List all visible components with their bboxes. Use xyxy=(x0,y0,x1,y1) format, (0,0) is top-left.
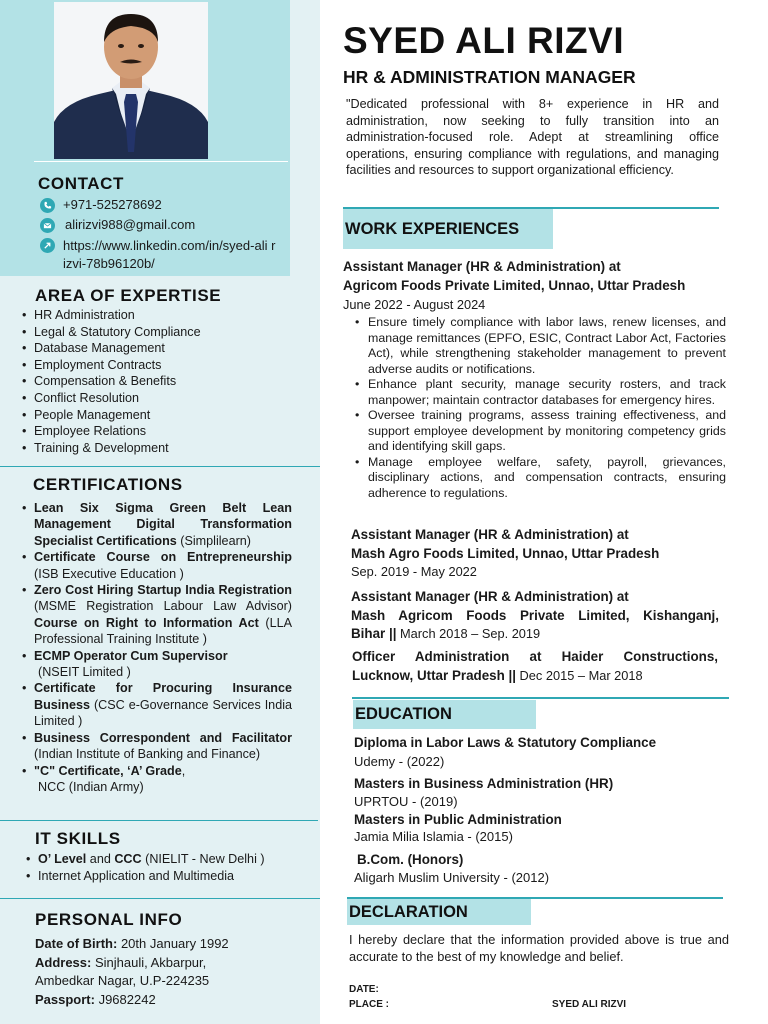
expertise-item: • Compensation & Benefits xyxy=(20,373,201,390)
dob-value: 20th January 1992 xyxy=(117,936,229,951)
photo-panel xyxy=(0,0,290,276)
divider xyxy=(0,898,320,899)
edu-3-degree: Masters in Public Administration xyxy=(354,812,562,827)
certification-issuer: (Simplilearn) xyxy=(176,533,251,548)
job-3-title-line1: Assistant Manager (HR & Administration) at xyxy=(351,589,629,604)
edu-4-school: Aligarh Muslim University - (2012) xyxy=(354,870,550,885)
certification-item xyxy=(20,680,292,729)
certification-issuer: (MSME Registration Labour Law Advisor) xyxy=(34,599,292,614)
expertise-item: • HR Administration xyxy=(20,307,201,324)
link-icon xyxy=(40,238,55,253)
certification-name: Certificate Course on Entrepreneurship xyxy=(34,550,292,565)
job-2-title-line2: Mash Agro Foods Limited, Unnao, Uttar Pradesh xyxy=(351,545,660,561)
edu-1-school: Udemy - (2022) xyxy=(354,754,445,769)
phone-icon xyxy=(40,198,55,213)
profile-photo xyxy=(54,2,208,159)
job-1-title-line2: Agricom Foods Private Limited, Unnao, Uttar Pradesh xyxy=(343,277,686,293)
contact-linkedin xyxy=(40,237,278,273)
place-label: PLACE : xyxy=(349,999,389,1010)
job-1-title xyxy=(343,258,685,295)
profile-summary: "Dedicated professional with 8+ experience in HR and administration, now seeking to fully transition into an administration-focused role. Adept at streamlining office operations, ensuring compliance with regulations, and managing facilities and resources to support organizational efficiency. xyxy=(346,97,719,178)
address-row-2: Ambedkar Nagar, U.P-224235 xyxy=(35,973,210,988)
certification-name: Lean Six Sigma Green Belt Lean Management Digital Transformation Specialist Certifications xyxy=(34,501,292,548)
certifications-title: CERTIFICATIONS xyxy=(33,475,183,494)
dob-label: Date of Birth: xyxy=(35,936,118,951)
expertise-item: • Conflict Resolution xyxy=(20,390,201,407)
expertise-title: AREA OF EXPERTISE xyxy=(35,286,222,305)
job-4-title-line2 xyxy=(352,667,718,686)
address-label: Address: xyxy=(35,954,92,970)
job-3-date: March 2018 – Sep. 2019 xyxy=(396,626,541,641)
candidate-role: HR & ADMINISTRATION MANAGER xyxy=(343,67,636,87)
phone-text[interactable]: +971-525278692 xyxy=(63,197,162,212)
passport-label: Passport: xyxy=(35,991,95,1007)
it-skills-title: IT SKILLS xyxy=(35,829,121,848)
certification-issuer: , xyxy=(181,763,186,778)
it-skill-text: and xyxy=(86,852,115,866)
certification-name: Course on Right to Information Act xyxy=(34,615,259,630)
job-4-title xyxy=(352,648,718,685)
passport-row xyxy=(35,991,229,1010)
certifications-list xyxy=(20,500,292,795)
certification-item xyxy=(20,582,292,648)
it-skill-item xyxy=(24,851,265,868)
expertise-list xyxy=(20,307,201,456)
sidebar xyxy=(0,0,320,1024)
job-1-title-line1: Assistant Manager (HR & Administration) at xyxy=(343,259,621,274)
certification-name: "C" Certificate, ‘A’ Grade xyxy=(34,763,182,778)
certification-issuer: (Indian Institute of Banking and Finance) xyxy=(34,747,261,762)
job-3-location: Bihar || xyxy=(351,626,397,641)
expertise-item: • Database Management xyxy=(20,340,201,357)
edu-2-degree: Masters in Business Administration (HR) xyxy=(354,776,614,791)
certification-issuer: (ISB Executive Education ) xyxy=(34,566,184,581)
personal-title: PERSONAL INFO xyxy=(35,910,183,929)
personal-info xyxy=(35,935,229,1009)
expertise-item: • Legal & Statutory Compliance xyxy=(20,324,201,341)
job-3-title xyxy=(351,588,719,644)
it-skill-name: CCC xyxy=(114,852,142,866)
dob-row xyxy=(35,935,229,954)
contact-title: CONTACT xyxy=(38,174,125,193)
expertise-item: • Employee Relations xyxy=(20,423,201,440)
certification-issuer: (CSC e-Governance Services India Limited ) xyxy=(34,697,292,729)
expertise-item: • Employment Contracts xyxy=(20,357,201,374)
date-label: DATE: xyxy=(349,984,379,995)
signature-name: SYED ALI RIZVI xyxy=(552,999,627,1010)
job-4-location: Lucknow, Uttar Pradesh || xyxy=(352,667,516,683)
declaration-text: I hereby declare that the information provided above is true and accurate to the best of my knowledge and belief. xyxy=(349,932,729,964)
job-1-bullet: • Oversee training programs, assess training effectiveness, and support employee development by monitoring competency grids and identifying skill gaps. xyxy=(352,408,726,455)
certification-name: Business Correspondent and Facilitator xyxy=(34,730,292,745)
passport-value: J9682242 xyxy=(94,991,156,1007)
job-3-title-line3 xyxy=(351,625,719,644)
job-3-title-line2: Mash Agricom Foods Private Limited, Kishanganj, xyxy=(351,607,719,623)
certification-issuer: (LLA Professional Training Institute ) xyxy=(34,615,292,647)
section-rule xyxy=(352,697,729,699)
linkedin-link[interactable]: https://www.linkedin.com/in/syed-ali rizvi-78b96120b/ xyxy=(63,238,276,271)
it-skill-provider: (NIELIT - New Delhi ) xyxy=(141,852,265,866)
candidate-name: SYED ALI RIZVI xyxy=(343,20,625,61)
certification-item xyxy=(20,500,292,549)
job-4-title-line1: Officer Administration at Haider Constructions, xyxy=(352,649,718,664)
job-4-date: Dec 2015 – Mar 2018 xyxy=(516,667,643,683)
job-1-date: June 2022 - August 2024 xyxy=(343,297,486,312)
certification-name: Certificate for Procuring Insurance Business xyxy=(34,681,292,712)
edu-4-degree: B.Com. (Honors) xyxy=(357,852,464,867)
job-1-bullets xyxy=(352,315,726,501)
certification-name: Zero Cost Hiring Startup India Registration xyxy=(34,583,292,598)
expertise-item: • Training & Development xyxy=(20,440,201,457)
certification-item xyxy=(20,549,292,582)
job-1-bullet: • Manage employee welfare, safety, payroll, grievances, disciplinary actions, and compensation contracts, ensuring adherence to regulations. xyxy=(352,455,726,502)
photo-divider xyxy=(34,161,288,162)
contact-email xyxy=(40,217,195,233)
certification-item xyxy=(20,730,292,763)
email-text[interactable]: alirizvi988@gmail.com xyxy=(65,217,196,232)
job-1-bullet: • Enhance plant security, manage security rosters, and track manpower; maintain contractor databases for emergency hires. xyxy=(352,377,726,408)
contact-phone xyxy=(40,197,162,213)
edu-1-degree: Diploma in Labor Laws & Statutory Compliance xyxy=(354,735,657,750)
address-row xyxy=(35,954,229,973)
expertise-item: • People Management xyxy=(20,407,201,424)
job-2-title xyxy=(351,526,659,563)
it-skill-text: Internet Application and Multimedia xyxy=(38,869,235,883)
education-title: EDUCATION xyxy=(353,700,536,729)
edu-2-school: UPRTOU - (2019) xyxy=(354,794,458,809)
divider xyxy=(0,820,318,821)
edu-3-school: Jamia Milia Islamia - (2015) xyxy=(354,829,513,844)
divider xyxy=(0,466,320,467)
certification-issuer: NCC (Indian Army) xyxy=(38,779,144,794)
certification-name: ECMP Operator Cum Supervisor xyxy=(34,648,228,663)
certification-item xyxy=(20,648,292,681)
email-icon xyxy=(40,218,55,233)
job-1-bullet: • Ensure timely compliance with labor laws, renew licenses, and manage remittances (EPFO, ESIC, Contract Labor Act, Factories Act), while strengthening stakeholder management to prevent adverse audits or notifications. xyxy=(352,315,726,377)
it-skill-item xyxy=(24,868,265,885)
it-skill-name: O’ Level xyxy=(38,852,87,866)
declaration-title: DECLARATION xyxy=(347,899,531,925)
job-2-date: Sep. 2019 - May 2022 xyxy=(351,564,477,579)
certification-issuer: (NSEIT Limited ) xyxy=(38,665,131,680)
job-2-title-line1: Assistant Manager (HR & Administration) at xyxy=(351,527,629,542)
address-value: Sinjhauli, Akbarpur, xyxy=(91,954,207,970)
certification-item xyxy=(20,763,292,796)
work-title: WORK EXPERIENCES xyxy=(343,209,553,249)
it-skills-list xyxy=(24,851,265,885)
